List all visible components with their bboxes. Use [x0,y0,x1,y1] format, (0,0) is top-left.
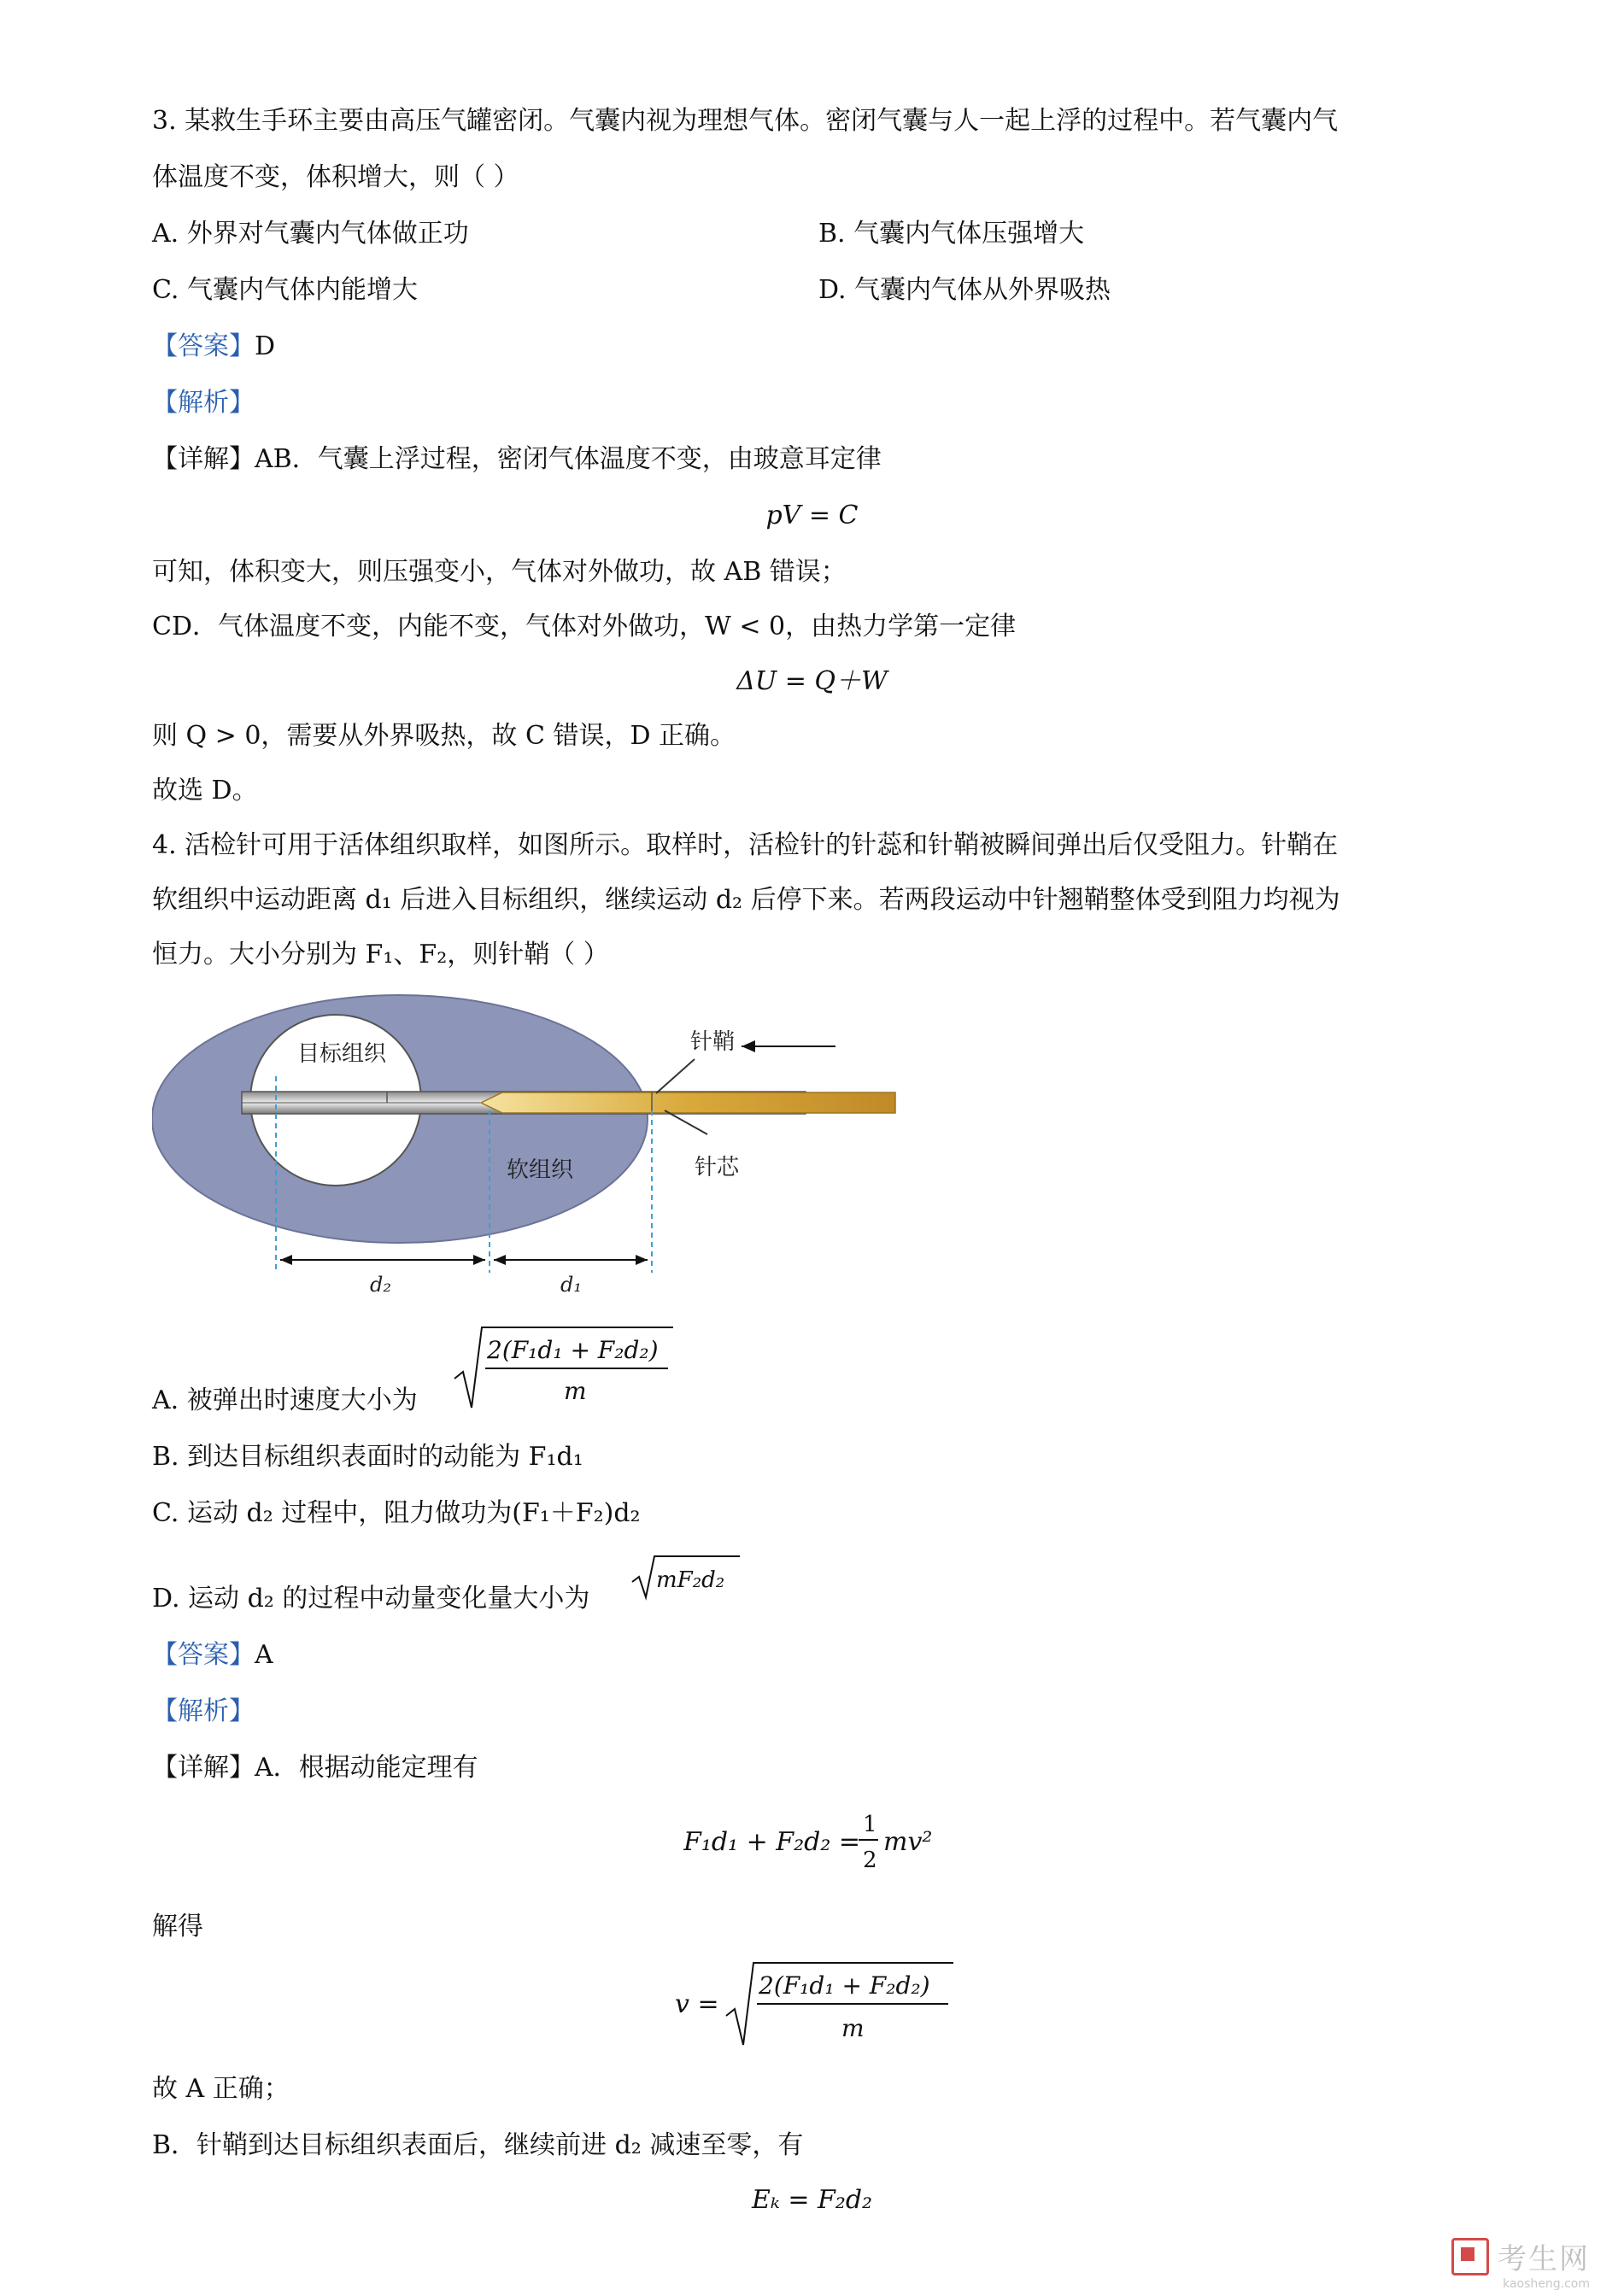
watermark-url: kaosheng.com [1503,2277,1590,2291]
svg-text:mv²: mv² [883,1827,933,1857]
biopsy-needle-figure [152,991,912,1307]
q4-stem-line2: 软组织中运动距离 d₁ 后进入目标组织，继续运动 d₂ 后停下来。若两段运动中针翘鞘整体受到阻力均视为 [152,885,1340,915]
label-needle-sheath: 针鞘 [690,1029,736,1055]
q4-option-b: B. 到达目标组织表面时的动能为 F₁d₁ [152,1442,583,1472]
q4-option-a-formula [453,1321,675,1414]
q4-detail-line4: B．针鞘到达目标组织表面后，继续前进 d₂ 减速至零，有 [152,2130,804,2160]
q4-detail-line1: 【详解】A．根据动能定理有 [152,1753,478,1783]
q3-detail-line1: 【详解】AB．气囊上浮过程，密闭气体温度不变，由玻意耳定律 [152,444,882,474]
svg-text:v =: v = [675,1989,719,2019]
q3-detail-line5: 故选 D。 [152,776,258,805]
svg-text:m: m [841,2014,865,2042]
label-target-tissue: 目标组织 [297,1041,387,1067]
q3-option-a: A. 外界对气囊内气体做正功 [152,219,469,249]
watermark-logo: 考生网 [1451,2235,1590,2277]
svg-text:1: 1 [863,1812,877,1837]
svg-text:2(F₁d₁ + F₂d₂): 2(F₁d₁ + F₂d₂) [759,1971,930,2000]
answer-tag: 【答案】 [152,331,255,361]
svg-text:2(F₁d₁ + F₂d₂): 2(F₁d₁ + F₂d₂) [487,1336,659,1364]
detail-tag: 【详解】 [152,444,255,474]
q3-answer-line [152,330,275,364]
answer-value: A [255,1640,273,1670]
detail-tag: 【详解】 [152,1753,255,1783]
q3-detail-line3: CD．气体温度不变，内能不变，气体对外做功，W < 0，由热力学第一定律 [152,612,1017,641]
q4-stem-line1: 4. 活检针可用于活体组织取样，如图所示。取样时，活检针的针蕊和针鞘被瞬间弹出后仅受阻力。针鞘在 [152,830,1339,860]
q4-answer-line [152,1638,273,1672]
svg-text:mF₂d₂: mF₂d₂ [656,1567,725,1593]
label-soft-tissue: 软组织 [507,1157,574,1183]
q4-formula-energy-theorem [683,1802,940,1879]
needle-core [481,1092,895,1113]
q3-formula-first-law: ΔU = Q＋W [736,666,888,696]
logo-icon [1451,2238,1489,2276]
sheath-pointer [656,1059,695,1093]
q4-formula-velocity [675,1956,957,2050]
q3-stem-line2: 体温度不变，体积增大，则（ ） [152,162,519,192]
q3-stem-line1: 3. 某救生手环主要由高压气罐密闭。气囊内视为理想气体。密闭气囊与人一起上浮的过程中。若气囊内气 [152,106,1339,136]
q3-detail-line2: 可知，体积变大，则压强变小，气体对外做功，故 AB 错误； [152,557,847,587]
q3-option-d: D. 气囊内气体从外界吸热 [818,275,1111,305]
q3-analysis-tag: 【解析】 [152,388,255,418]
svg-text:F₁d₁ + F₂d₂ =: F₁d₁ + F₂d₂ = [683,1827,861,1857]
q3-detail-line4: 则 Q > 0，需要从外界吸热，故 C 错误，D 正确。 [152,721,736,751]
q4-option-c: C. 运动 d₂ 过程中，阻力做功为(F₁＋F₂)d₂ [152,1498,641,1528]
q4-detail-line3: 故 A 正确； [152,2074,290,2104]
q4-option-d: D. 运动 d₂ 的过程中动量变化量大小为 [152,1584,590,1614]
svg-text:2: 2 [863,1848,877,1873]
label-d1: d₁ [560,1273,582,1297]
q4-option-a: A. 被弹出时速度大小为 [152,1385,418,1415]
q4-formula-kinetic-energy: Eₖ = F₂d₂ [751,2185,873,2215]
q4-stem-line3: 恒力。大小分别为 F₁、F₂，则针鞘（ ） [152,940,609,969]
answer-tag: 【答案】 [152,1640,255,1670]
svg-text:m: m [564,1377,587,1405]
q3-formula-boyle: pV = C [765,501,859,530]
q3-option-c: C. 气囊内气体内能增大 [152,275,418,305]
q3-option-b: B. 气囊内气体压强增大 [818,219,1085,249]
answer-value: D [255,331,276,361]
label-needle-core: 针芯 [695,1155,740,1180]
q4-option-d-formula [630,1553,742,1601]
label-d2: d₂ [370,1273,391,1297]
q4-analysis-tag: 【解析】 [152,1696,255,1726]
q4-detail-line2: 解得 [152,1912,203,1942]
